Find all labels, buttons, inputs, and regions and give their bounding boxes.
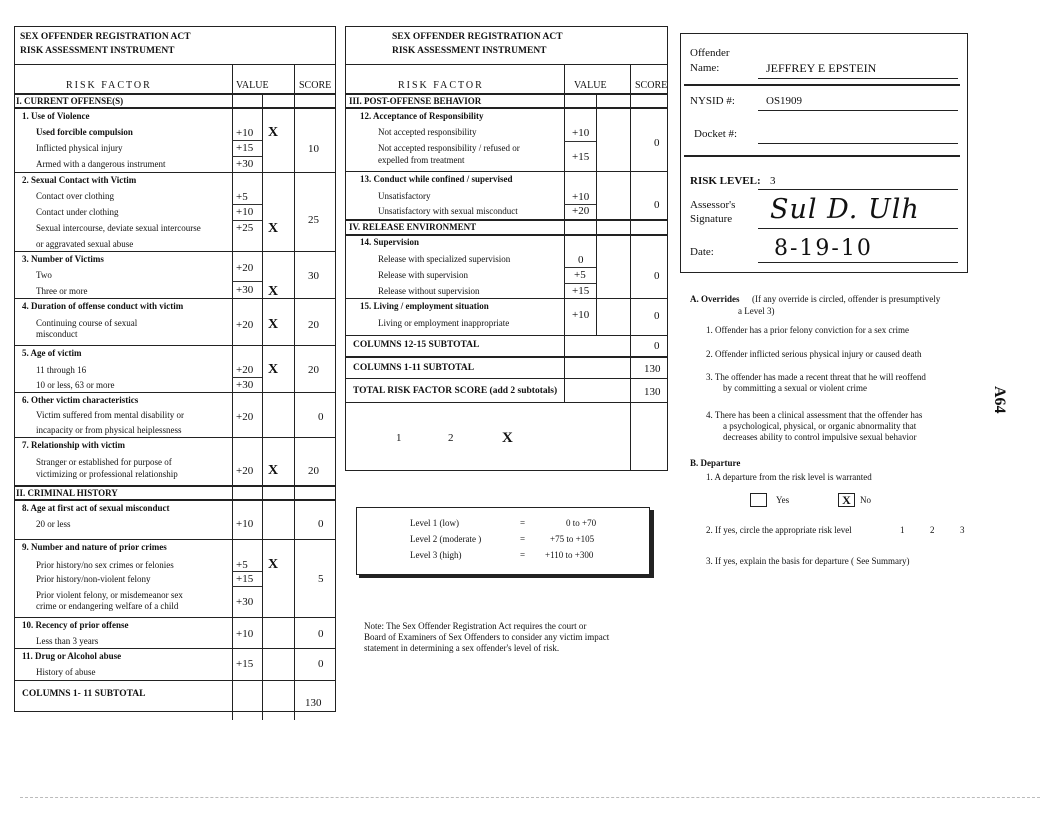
- value-cell: +10: [572, 127, 590, 139]
- subtotal-12-15-label: COLUMNS 12-15 SUBTOTAL: [353, 340, 480, 350]
- override-2: 2. Offender inflicted serious physical injury or caused death: [706, 349, 922, 359]
- factor-row: Sexual intercourse, deviate sexual intercourse: [36, 223, 201, 233]
- assessor-signature: Sul D. Ulh: [770, 194, 920, 225]
- score-cell: 30: [308, 270, 319, 282]
- levels-legend: [356, 507, 650, 575]
- check-mark: X: [268, 125, 279, 140]
- value-cell: +20: [236, 465, 254, 477]
- factor-row: History of abuse: [36, 667, 96, 677]
- level-1-eq: =: [520, 518, 526, 528]
- value-cell: +20: [236, 411, 254, 423]
- override-3b: by committing a sexual or violent crime: [723, 383, 867, 393]
- factor-8-label: 8. Age at first act of sexual misconduct: [22, 503, 170, 513]
- section-current-offense: I. CURRENT OFFENSE(S): [16, 96, 124, 106]
- check-mark: X: [268, 463, 279, 478]
- left-col-score: SCORE: [299, 80, 332, 91]
- score-cell: 0: [654, 270, 660, 282]
- middle-col-score: SCORE: [635, 80, 668, 91]
- factor-row: Two: [36, 270, 52, 280]
- value-cell: +30: [236, 596, 254, 608]
- value-cell: +15: [236, 142, 254, 154]
- factor-14-label: 14. Supervision: [360, 237, 420, 247]
- value-cell: +20: [572, 205, 590, 217]
- factor-5-label: 5. Age of victim: [22, 348, 82, 358]
- score-cell: 0: [318, 628, 324, 640]
- score-cell: 20: [308, 465, 319, 477]
- score-cell: 5: [318, 573, 324, 585]
- score-cell: 0: [318, 658, 324, 670]
- score-cell: 25: [308, 214, 319, 226]
- factor-row: misconduct: [36, 329, 78, 339]
- score-cell: 0: [654, 310, 660, 322]
- offender-label-1: Offender: [690, 47, 730, 59]
- level-2-eq: =: [520, 534, 526, 544]
- value-cell: +5: [574, 269, 586, 281]
- level-3-name: Level 3 (high): [410, 550, 462, 560]
- date-label: Date:: [690, 246, 714, 258]
- value-cell: +20: [236, 319, 254, 331]
- left-col-factor: RISK FACTOR: [66, 80, 152, 91]
- value-cell: +30: [236, 284, 254, 296]
- risk-level-value: 3: [770, 175, 776, 187]
- middle-title-2: RISK ASSESSMENT INSTRUMENT: [392, 46, 547, 56]
- factor-row: Prior history/no sex crimes or felonies: [36, 560, 174, 570]
- factor-row: Release with supervision: [378, 270, 468, 280]
- section-criminal-history: II. CRIMINAL HISTORY: [16, 488, 118, 498]
- factor-row: incapacity or from physical heiplessness: [36, 425, 182, 435]
- level-3-range: +110 to +300: [545, 550, 594, 560]
- value-cell: +20: [236, 364, 254, 376]
- override-4a: 4. There has been a clinical assessment that the offender has: [706, 410, 923, 420]
- value-cell: +15: [236, 658, 254, 670]
- factor-10-label: 10. Recency of prior offense: [22, 620, 129, 630]
- middle-col-factor: RISK FACTOR: [398, 80, 484, 91]
- overrides-title: A. Overrides: [690, 294, 740, 304]
- score-cell: 0: [654, 137, 660, 149]
- factor-row: Not accepted responsibility: [378, 127, 477, 137]
- offender-label-2: Name:: [690, 62, 720, 74]
- factor-row: expelled from treatment: [378, 155, 465, 165]
- nysid-label: NYSID #:: [690, 95, 735, 107]
- nysid: OS1909: [766, 95, 803, 107]
- factor-11-label: 11. Drug or Alcohol abuse: [22, 651, 122, 661]
- factor-6-label: 6. Other victim characteristics: [22, 395, 139, 405]
- left-title-2: RISK ASSESSMENT INSTRUMENT: [20, 46, 175, 56]
- departure-level-1: 1: [900, 525, 905, 535]
- factor-7-label: 7. Relationship with victim: [22, 440, 126, 450]
- no-label: No: [860, 495, 871, 505]
- level-2-name: Level 2 (moderate ): [410, 534, 482, 544]
- factor-row: Continuing course of sexual: [36, 318, 138, 328]
- check-mark: X: [268, 221, 279, 236]
- factor-row: Contact under clothing: [36, 207, 119, 217]
- level-2-range: +75 to +105: [550, 534, 595, 544]
- factor-row: Used forcible compulsion: [36, 127, 133, 137]
- check-mark: X: [268, 362, 279, 377]
- value-cell: +10: [572, 191, 590, 203]
- factor-15-label: 15. Living / employment situation: [360, 301, 489, 311]
- left-subtotal: 130: [305, 697, 322, 709]
- value-cell: +15: [572, 285, 590, 297]
- left-col-value: VALUE: [236, 80, 269, 91]
- level-option-1: 1: [396, 432, 402, 444]
- factor-row: 20 or less: [36, 519, 71, 529]
- factor-row: Unsatisfactory with sexual misconduct: [378, 206, 518, 216]
- factor-row: Three or more: [36, 286, 88, 296]
- level-3-eq: =: [520, 550, 526, 560]
- factor-row: Victim suffered from mental disability or: [36, 410, 185, 420]
- overrides-desc-2: a Level 3): [738, 306, 775, 316]
- value-cell: +20: [236, 262, 254, 274]
- scan-artifact-line: [20, 797, 1040, 798]
- subtotal-12-15: 0: [654, 340, 660, 352]
- factor-row: Contact over clothing: [36, 191, 114, 201]
- factor-row: Less than 3 years: [36, 636, 99, 646]
- departure-level-2: 2: [930, 525, 935, 535]
- left-title-1: SEX OFFENDER REGISTRATION ACT: [20, 32, 191, 42]
- score-cell: 20: [308, 319, 319, 331]
- value-cell: +15: [572, 151, 590, 163]
- assessor-label-2: Signature: [690, 213, 733, 225]
- level-1-name: Level 1 (low): [410, 518, 459, 528]
- total-score: 130: [644, 386, 661, 398]
- value-cell: +15: [236, 573, 254, 585]
- note-line-3: statement in determining a sex offender's level of risk.: [364, 643, 560, 653]
- middle-col-value: VALUE: [574, 80, 607, 91]
- level-option-mark: X: [502, 430, 513, 446]
- note-line-1: Note: The Sex Offender Registration Act requires the court or: [364, 621, 587, 631]
- factor-1-label: 1. Use of Violence: [22, 111, 90, 121]
- override-1: 1. Offender has a prior felony conviction for a sex crime: [706, 325, 910, 335]
- factor-row: Armed with a dangerous instrument: [36, 159, 166, 169]
- factor-row: Inflicted physical injury: [36, 143, 123, 153]
- score-cell: 0: [654, 199, 660, 211]
- factor-row: Not accepted responsibility / refused or: [378, 143, 520, 153]
- factor-row: 10 or less, 63 or more: [36, 380, 115, 390]
- assessor-label-1: Assessor's: [690, 199, 736, 211]
- value-cell: +30: [236, 379, 254, 391]
- factor-12-label: 12. Acceptance of Responsibility: [360, 111, 484, 121]
- level-1-range: 0 to +70: [566, 518, 597, 528]
- overrides-desc-1: (If any override is circled, offender is presumptively: [752, 294, 941, 304]
- factor-4-label: 4. Duration of offense conduct with victim: [22, 301, 184, 311]
- departure-3: 3. If yes, explain the basis for departure ( See Summary): [706, 556, 910, 566]
- departure-level-3: 3: [960, 525, 965, 535]
- score-cell: 0: [318, 518, 324, 530]
- value-cell: +10: [236, 518, 254, 530]
- override-4c: decreases ability to control impulsive sexual behavior: [723, 432, 917, 442]
- offender-name: JEFFREY E EPSTEIN: [766, 61, 877, 75]
- left-subtotal-label: COLUMNS 1- 11 SUBTOTAL: [22, 689, 146, 699]
- value-cell: +5: [236, 559, 248, 571]
- factor-9-label: 9. Number and nature of prior crimes: [22, 542, 167, 552]
- value-cell: +10: [572, 309, 590, 321]
- factor-row: Stranger or established for purpose of: [36, 457, 172, 467]
- subtotal-1-11-label: COLUMNS 1-11 SUBTOTAL: [353, 363, 475, 373]
- factor-row: Prior history/non-violent felony: [36, 574, 151, 584]
- subtotal-1-11: 130: [644, 363, 661, 375]
- value-cell: 0: [578, 254, 584, 266]
- level-option-2: 2: [448, 432, 454, 444]
- factor-13-label: 13. Conduct while confined / supervised: [360, 174, 513, 184]
- section-release-environment: IV. RELEASE ENVIRONMENT: [349, 222, 477, 232]
- score-cell: 20: [308, 364, 319, 376]
- score-cell: 10: [308, 143, 319, 155]
- score-cell: 0: [318, 411, 324, 423]
- factor-row: Living or employment inappropriate: [378, 318, 510, 328]
- check-mark: X: [268, 557, 279, 572]
- departure-2: 2. If yes, circle the appropriate risk level: [706, 525, 852, 535]
- check-mark: X: [268, 317, 279, 332]
- note-line-2: Board of Examiners of Sex Offenders to consider any victim impact: [364, 632, 610, 642]
- value-cell: +30: [236, 158, 254, 170]
- factor-row: Release with specialized supervision: [378, 254, 511, 264]
- middle-title-1: SEX OFFENDER REGISTRATION ACT: [392, 32, 563, 42]
- section-post-offense: III. POST-OFFENSE BEHAVIOR: [349, 96, 482, 106]
- override-4b: a psychological, physical, or organic abnormality that: [723, 421, 917, 431]
- total-score-label: TOTAL RISK FACTOR SCORE (add 2 subtotals): [353, 386, 558, 396]
- factor-3-label: 3. Number of Victims: [22, 254, 104, 264]
- page-stamp: A64: [991, 386, 1008, 414]
- value-cell: +5: [236, 191, 248, 203]
- docket-label: Docket #:: [694, 128, 738, 140]
- yes-label: Yes: [776, 495, 790, 505]
- factor-row: or aggravated sexual abuse: [36, 239, 134, 249]
- check-mark: X: [268, 284, 279, 299]
- date-value: 8-19-10: [774, 236, 873, 261]
- factor-row: Release without supervision: [378, 286, 480, 296]
- risk-level-label: RISK LEVEL:: [690, 175, 761, 187]
- value-cell: +10: [236, 628, 254, 640]
- factor-row: crime or endangering welfare of a child: [36, 601, 179, 611]
- factor-row: Unsatisfactory: [378, 191, 431, 201]
- value-cell: +10: [236, 127, 254, 139]
- yes-checkbox[interactable]: [750, 493, 767, 507]
- factor-row: victimizing or professional relationship: [36, 469, 178, 479]
- override-3a: 3. The offender has made a recent threat that he will reoffend: [706, 372, 926, 382]
- value-cell: +10: [236, 206, 254, 218]
- value-cell: +25: [236, 222, 254, 234]
- departure-title: B. Departure: [690, 458, 741, 468]
- factor-2-label: 2. Sexual Contact with Victim: [22, 175, 137, 185]
- no-checkbox[interactable]: X: [838, 493, 855, 507]
- factor-row: 11 through 16: [36, 365, 87, 375]
- departure-1: 1. A departure from the risk level is warranted: [706, 472, 872, 482]
- factor-row: Prior violent felony, or misdemeanor sex: [36, 590, 183, 600]
